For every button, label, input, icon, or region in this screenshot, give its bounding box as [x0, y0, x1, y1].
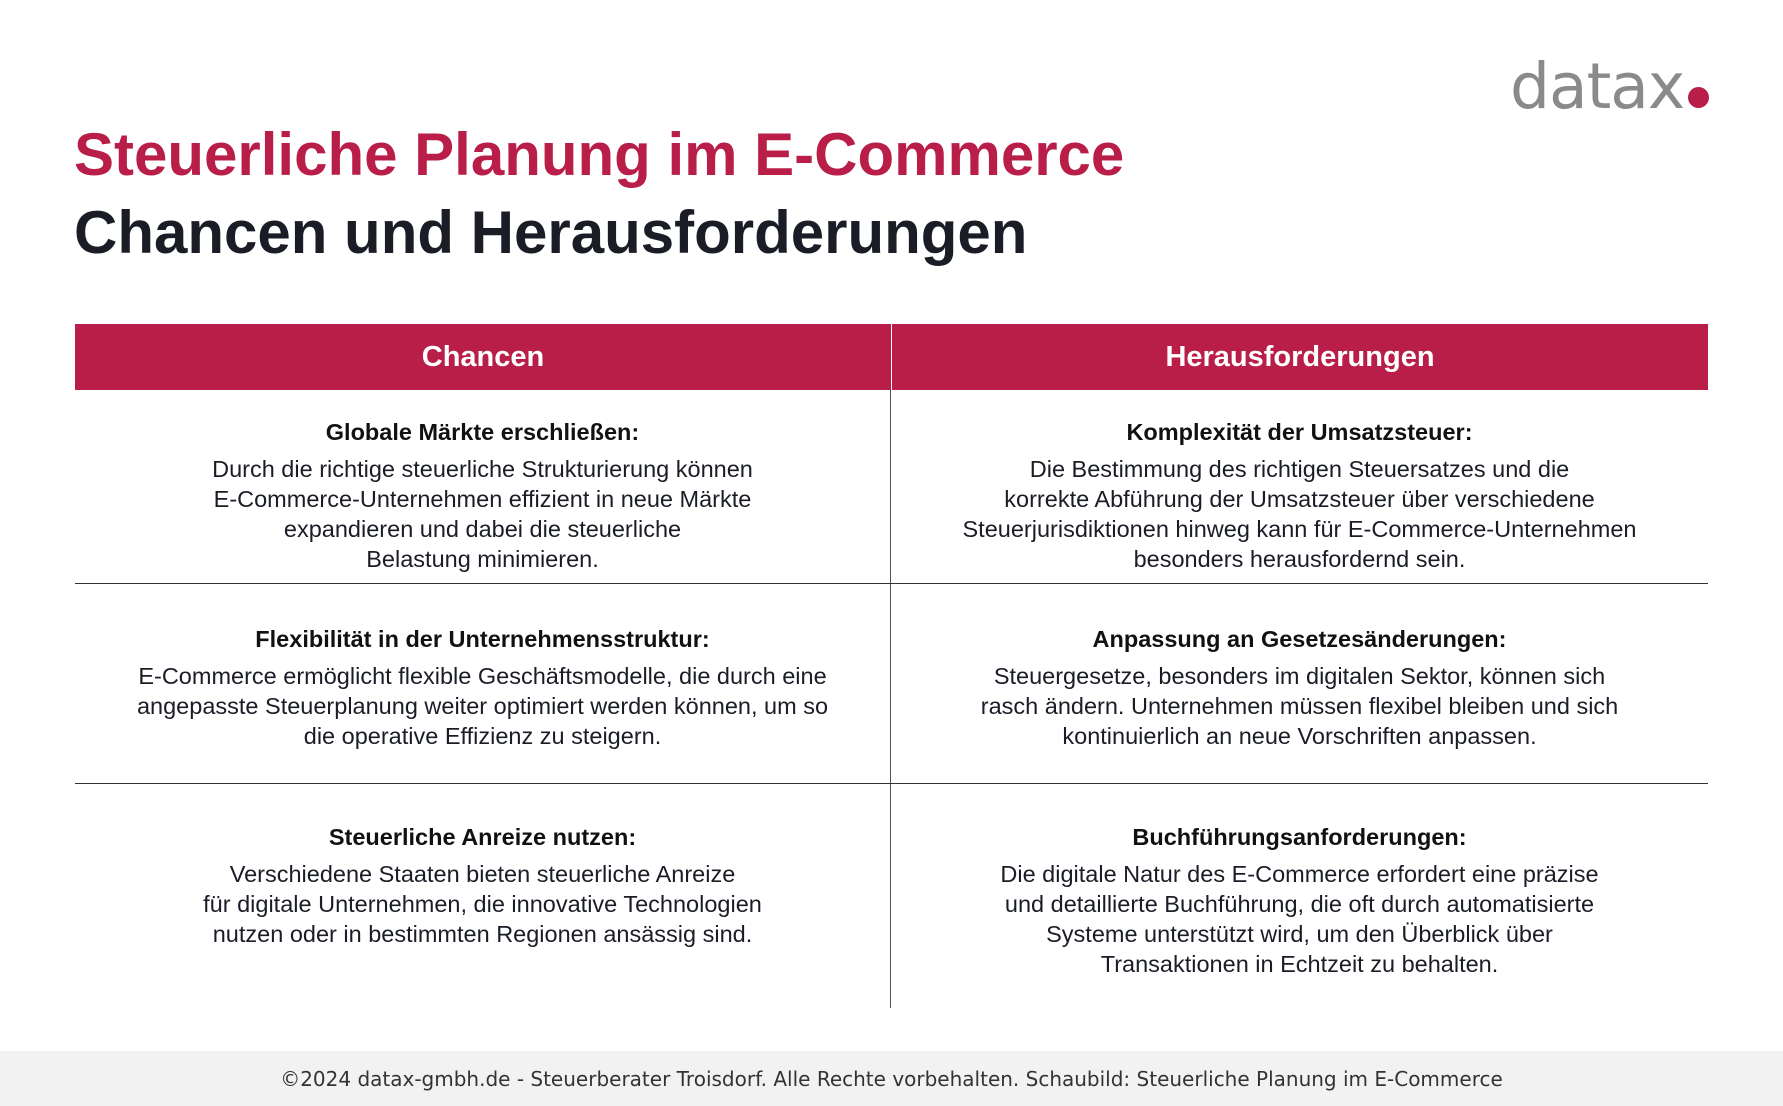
- page-title: Steuerliche Planung im E-Commerce: [74, 121, 1125, 188]
- cell-heading: Steuerliche Anreize nutzen:: [328, 824, 637, 850]
- cell-text-line: und detaillierte Buchführung, die oft durch automatisierte: [1004, 891, 1595, 917]
- cell-text-line: besonders herausfordernd sein.: [1133, 546, 1466, 572]
- table-row: [75, 584, 1708, 784]
- logo-text: datax: [1510, 50, 1685, 123]
- cell-text-line: Verschiedene Staaten bieten steuerliche Anreize: [229, 861, 736, 887]
- table-cell-chance: [75, 390, 891, 583]
- table-header: [75, 324, 1708, 390]
- table-cell-chance: [75, 584, 891, 783]
- cell-text-line: Systeme unterstützt wird, um den Überblick über: [1046, 921, 1553, 947]
- table-row: [75, 390, 1708, 584]
- footer-copyright: ©2024 datax-gmbh.de - Steuerberater Troisdorf. Alle Rechte vorbehalten. Schaubild: Steuerliche Planung im E-Commerce: [280, 1066, 1503, 1091]
- cell-heading: Globale Märkte erschließen:: [325, 419, 640, 445]
- cell-text-line: expandieren und dabei die steuerliche: [283, 516, 682, 542]
- cell-text-line: angepasste Steuerplanung weiter optimiert werden können, um so: [136, 693, 829, 719]
- cell-heading: Buchführungsanforderungen:: [1132, 824, 1467, 850]
- cell-text-line: Belastung minimieren.: [366, 546, 599, 572]
- cell-heading: Anpassung an Gesetzesänderungen:: [1092, 626, 1507, 652]
- cell-text-line: Die Bestimmung des richtigen Steuersatzes und die: [1029, 456, 1570, 482]
- cell-text-line: E-Commerce ermöglicht flexible Geschäftsmodelle, die durch eine: [138, 663, 827, 689]
- cell-text-line: rasch ändern. Unternehmen müssen flexibel bleiben und sich: [980, 693, 1619, 719]
- datax-logo: [1510, 42, 1720, 123]
- cell-text-line: Transaktionen in Echtzeit zu behalten.: [1100, 951, 1499, 977]
- table-cell-challenge: [891, 784, 1708, 1008]
- footer: [0, 1051, 1783, 1106]
- cell-text-line: Durch die richtige steuerliche Strukturierung können: [212, 456, 753, 482]
- cell-heading: Flexibilität in der Unternehmensstruktur:: [255, 626, 710, 652]
- cell-heading: Komplexität der Umsatzsteuer:: [1126, 419, 1473, 445]
- cell-text-line: für digitale Unternehmen, die innovative Technologien: [203, 891, 762, 917]
- cell-text-line: kontinuierlich an neue Vorschriften anpassen.: [1062, 723, 1537, 749]
- cell-text-line: Steuerjurisdiktionen hinweg kann für E-Commerce-Unternehmen: [962, 516, 1637, 542]
- cell-text-line: E-Commerce-Unternehmen effizient in neue Märkte: [213, 486, 752, 512]
- cell-text-line: Steuergesetze, besonders im digitalen Sektor, können sich: [993, 663, 1606, 689]
- table-cell-challenge: [891, 584, 1708, 783]
- table-row: [75, 784, 1708, 1008]
- column-header-chancen: Chancen: [75, 324, 892, 390]
- table-cell-challenge: [891, 390, 1708, 583]
- page-subtitle: Chancen und Herausforderungen: [74, 199, 1028, 266]
- cell-text-line: Die digitale Natur des E-Commerce erfordert eine präzise: [1000, 861, 1599, 887]
- logo-dot-icon: [1688, 87, 1709, 108]
- column-header-herausforderungen: Herausforderungen: [1165, 340, 1435, 373]
- cell-text-line: die operative Effizienz zu steigern.: [303, 723, 662, 749]
- cell-text-line: nutzen oder in bestimmten Regionen ansässig sind.: [212, 921, 753, 947]
- cell-text-line: korrekte Abführung der Umsatzsteuer über verschiedene: [1004, 486, 1595, 512]
- table-cell-chance: [75, 784, 891, 1008]
- comparison-table: [75, 324, 1708, 1008]
